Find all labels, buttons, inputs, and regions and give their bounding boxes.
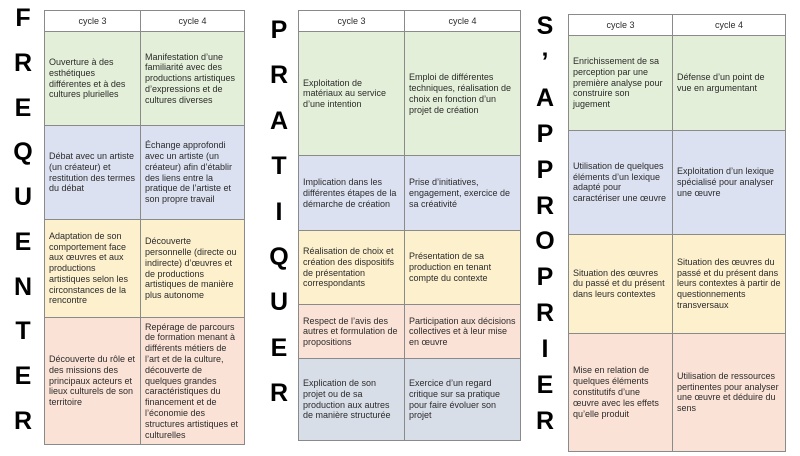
column-header-cycle-4: cycle 4 [673,15,786,36]
title-letter: E [536,371,554,400]
title-letter: A [535,83,555,112]
table-cell: Implication dans les différentes étapes de la démarche de création [299,156,405,230]
title-letter: I [275,197,283,226]
title-letter: R [13,406,33,435]
table-row [299,305,521,359]
header-row [45,11,245,32]
table-row [569,234,786,333]
title-letter: ’ [541,47,549,76]
table-row [299,32,521,156]
table-cell: Repérage de parcours de formation menant à différents métiers de l’art et de la culture, découverte de quelques grandes caractéristiques du financement et de l’économie des structures artistiques et culturelles [141,318,245,445]
title-letter: R [535,406,555,435]
table-cell: Explication de son projet ou de sa production aux autres de manière structurée [299,359,405,441]
table-cell: Enrichissement de sa perception par une première analyse pour construire son jugement [569,36,673,131]
title-letter: S [536,12,554,40]
table-cell: Exploitation de matériaux au service d’une intention [299,32,405,156]
table-row [299,230,521,304]
title-letter: T [271,152,287,181]
table-row [299,156,521,230]
title-letter: F [15,4,31,32]
pratiquer-table [298,10,521,441]
title-letter: T [15,317,31,346]
table-row [45,32,245,126]
table-cell: Mise en relation de quelques éléments constitutifs d’une œuvre avec les effets qu’elle produit [569,333,673,451]
table-row [569,130,786,234]
column-header-cycle-3: cycle 3 [45,11,141,32]
column-header-cycle-4: cycle 4 [141,11,245,32]
title-letter: I [541,335,549,364]
title-letter: Q [269,242,289,271]
table-cell: Situation des œuvres du passé et du présent dans leurs contextes [569,234,673,333]
title-letter: R [13,48,33,77]
table-cell: Participation aux décisions collectives et à leur mise en œuvre [405,305,521,359]
column-header-cycle-4: cycle 4 [405,11,521,32]
title-letter: E [14,362,32,391]
table-cell: Utilisation de ressources pertinentes pour analyser une œuvre et déduire du sens [673,333,786,451]
table-cell: Adaptation de son comportement face aux œuvres et aux productions artistiques selon les circonstances de la rencontre [45,220,141,318]
frequenter-vertical-title [6,6,40,434]
column-header-cycle-3: cycle 3 [569,15,673,36]
title-letter: U [13,183,33,212]
table-cell: Exercice d’un regard critique sur sa pratique pour faire évoluer son projet [405,359,521,441]
title-letter: E [270,333,288,362]
sapproprier-vertical-title [527,14,563,434]
table-row [569,36,786,131]
table-cell: Utilisation de quelques éléments d’un lexique adapté pour caractériser une œuvre [569,130,673,234]
table-cell: Exploitation d’un lexique spécialisé pour analyser une œuvre [673,130,786,234]
table-cell: Découverte du rôle et des missions des principaux acteurs et lieux culturels de son territoire [45,318,141,445]
table-cell: Échange approfondi avec un artiste (un créateur) afin d’établir des liens entre la pratique de l’artiste et son propre travail [141,126,245,220]
table-row [45,220,245,318]
header-row [569,15,786,36]
header-row [299,11,521,32]
title-letter: N [13,272,33,301]
title-letter: U [269,288,289,317]
title-letter: R [269,379,289,407]
table-cell: Respect de l’avis des autres et formulation de propositions [299,305,405,359]
table-cell: Situation des œuvres du passé et du présent dans leurs contextes à partir de questionnements transversaux [673,234,786,333]
title-letter: P [270,16,288,44]
table-cell: Défense d’un point de vue en argumentant [673,36,786,131]
title-letter: R [269,61,289,90]
table-row [45,126,245,220]
table-cell: Présentation de sa production en tenant compte du contexte [405,230,521,304]
table-row [45,318,245,445]
title-letter: R [535,191,555,220]
table-cell: Prise d’initiatives, engagement, exercice de sa créativité [405,156,521,230]
title-letter: A [269,106,289,135]
sapproprier-table [568,14,786,452]
table-row [299,359,521,441]
title-letter: E [14,93,32,122]
title-letter: E [14,227,32,256]
table-cell: Manifestation d’une familiarité avec des productions artistiques d’expressions et de cultures diverses [141,32,245,126]
table-cell: Réalisation de choix et création des dispositifs de présentation correspondants [299,230,405,304]
title-letter: O [535,227,555,256]
title-letter: P [536,155,554,184]
title-letter: P [536,119,554,148]
title-letter: Q [13,138,33,167]
table-cell: Ouverture à des esthétiques différentes et à des cultures plurielles [45,32,141,126]
table-cell: Découverte personnelle (directe ou indirecte) d’œuvres et de productions artistiques de manière plus autonome [141,220,245,318]
frequenter-table [44,10,245,445]
title-letter: R [535,299,555,328]
title-letter: P [536,263,554,292]
table-row [569,333,786,451]
column-header-cycle-3: cycle 3 [299,11,405,32]
table-cell: Débat avec un artiste (un créateur) et restitution des termes du débat [45,126,141,220]
table-cell: Emploi de différentes techniques, réalisation de choix en fonction d’un projet de création [405,32,521,156]
pratiquer-vertical-title [262,18,296,406]
